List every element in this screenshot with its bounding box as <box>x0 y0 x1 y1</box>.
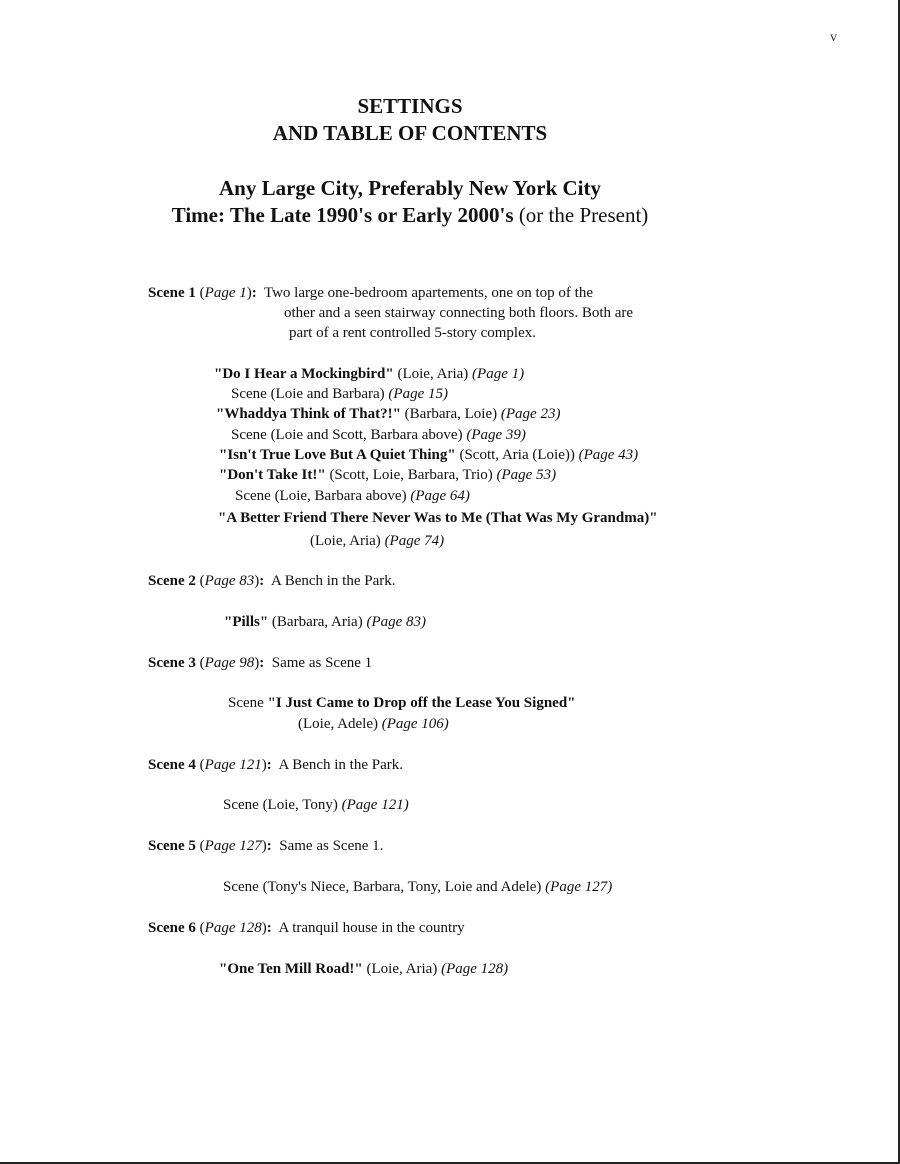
toc-entry: "Do I Hear a Mockingbird" (Loie, Aria) (Page 1) <box>214 366 525 382</box>
scene-1-desc-line: other and a seen stairway connecting both floors. Both are <box>284 305 634 321</box>
toc-entry: Scene (Loie and Scott, Barbara above) (Page 39) <box>231 427 526 443</box>
toc-entry: "Pills" (Barbara, Aria) (Page 83) <box>224 614 427 630</box>
setting-time <box>0 202 820 229</box>
toc-entry: (Loie, Adele) (Page 106) <box>298 716 449 732</box>
title-line-1: SETTINGS <box>357 94 463 118</box>
scene-6-heading: Scene 6 (Page 128): A tranquil house in the country <box>148 920 465 936</box>
page-number: v <box>830 30 837 45</box>
scene-1-heading: Scene 1 (Page 1): Two large one-bedroom apartements, one on top of the <box>148 285 593 301</box>
toc-entry: "Don't Take It!" (Scott, Loie, Barbara, Trio) (Page 53) <box>219 467 557 483</box>
toc-entry: (Loie, Aria) (Page 74) <box>310 533 445 549</box>
toc-entry: Scene (Loie, Tony) (Page 121) <box>223 797 409 813</box>
toc-entry: "A Better Friend There Never Was to Me (That Was My Grandma)" <box>218 510 658 526</box>
toc-entry: Scene (Loie and Barbara) (Page 15) <box>231 386 448 402</box>
scene-4-heading: Scene 4 (Page 121): A Bench in the Park. <box>148 757 404 773</box>
toc-entry: "Isn't True Love But A Quiet Thing" (Scott, Aria (Loie)) (Page 43) <box>219 447 639 463</box>
setting-time-label: Time: The Late 1990's or Early 2000's <box>171 203 514 227</box>
toc-entry: "Whaddya Think of That?!" (Barbara, Loie) (Page 23) <box>216 406 561 422</box>
toc-entry: Scene "I Just Came to Drop off the Lease You Signed" <box>228 695 576 711</box>
toc-entry: Scene (Tony's Niece, Barbara, Tony, Loie and Adele) (Page 127) <box>223 879 613 895</box>
setting-block <box>0 175 820 229</box>
scene-3-heading: Scene 3 (Page 98): Same as Scene 1 <box>148 655 373 671</box>
scene-5-heading: Scene 5 (Page 127): Same as Scene 1. <box>148 838 384 854</box>
toc-entry: "One Ten Mill Road!" (Loie, Aria) (Page 128) <box>219 961 509 977</box>
scene-1-desc-line: part of a rent controlled 5-story complex. <box>289 325 537 341</box>
setting-place: Any Large City, Preferably New York City <box>218 176 602 200</box>
toc-entry: Scene (Loie, Barbara above) (Page 64) <box>235 488 470 504</box>
setting-time-note: (or the Present) <box>518 203 649 227</box>
scene-2-heading: Scene 2 (Page 83): A Bench in the Park. <box>148 573 396 589</box>
page-title <box>0 93 820 147</box>
title-line-2: AND TABLE OF CONTENTS <box>272 121 548 145</box>
